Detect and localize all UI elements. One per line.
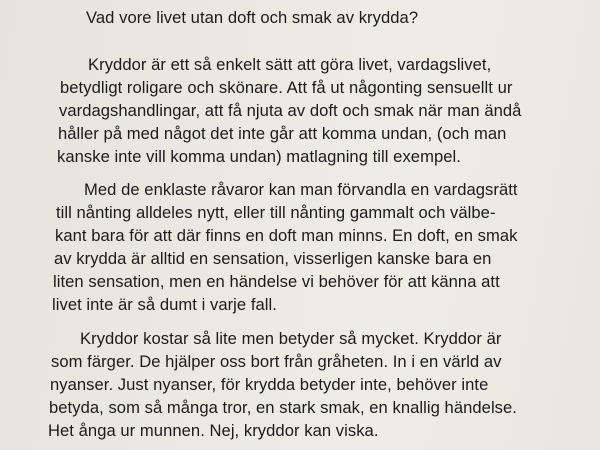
text-line: kant bara för att där finns en doft man minns. En doft, en smak [55, 226, 518, 245]
text-line: vardagshandlingar, att få njuta av doft och smak när man ändå [59, 101, 522, 120]
text-line: betyda, som så många tror, en stark smak, en knallig händelse. [49, 398, 517, 417]
text-line: Kryddor är ett så enkelt sätt att göra livet, vardagslivet, [88, 55, 492, 74]
text-line: av krydda är alltid en sensation, visserligen kanske bara en [54, 249, 492, 268]
text-line: till nånting alldeles nytt, eller till nånting gammalt och välbe- [56, 203, 496, 222]
text-line: som färger. De hjälper oss bort från gråheten. In i en värld av [51, 352, 502, 371]
text-line: liten sensation, men en händelse vi behöver för att känna att [53, 272, 500, 291]
text-line: betydligt roligare och skönare. Att få ut någonting sensuellt ur [60, 78, 513, 97]
text-line: nyanser. Just nyanser, för krydda betyder inte, behöver inte [50, 375, 489, 394]
text-line: Med de enklaste råvaror kan man förvandla en vardagsrätt [84, 180, 518, 199]
text-line: Kryddor kostar så lite men betyder så mycket. Kryddor är [80, 329, 502, 348]
text-line: kanske inte vill komma undan) matlagning till exempel. [57, 147, 461, 166]
text-line: livet inte är så dumt i varje fall. [52, 295, 277, 314]
text-line: Vad vore livet utan doft och smak av krydda? [86, 8, 419, 27]
text-line: håller på med något det inte går att komma undan, (och man [58, 124, 507, 143]
text-line: Het ånga ur munnen. Nej, kryddor kan viska. [48, 421, 379, 440]
